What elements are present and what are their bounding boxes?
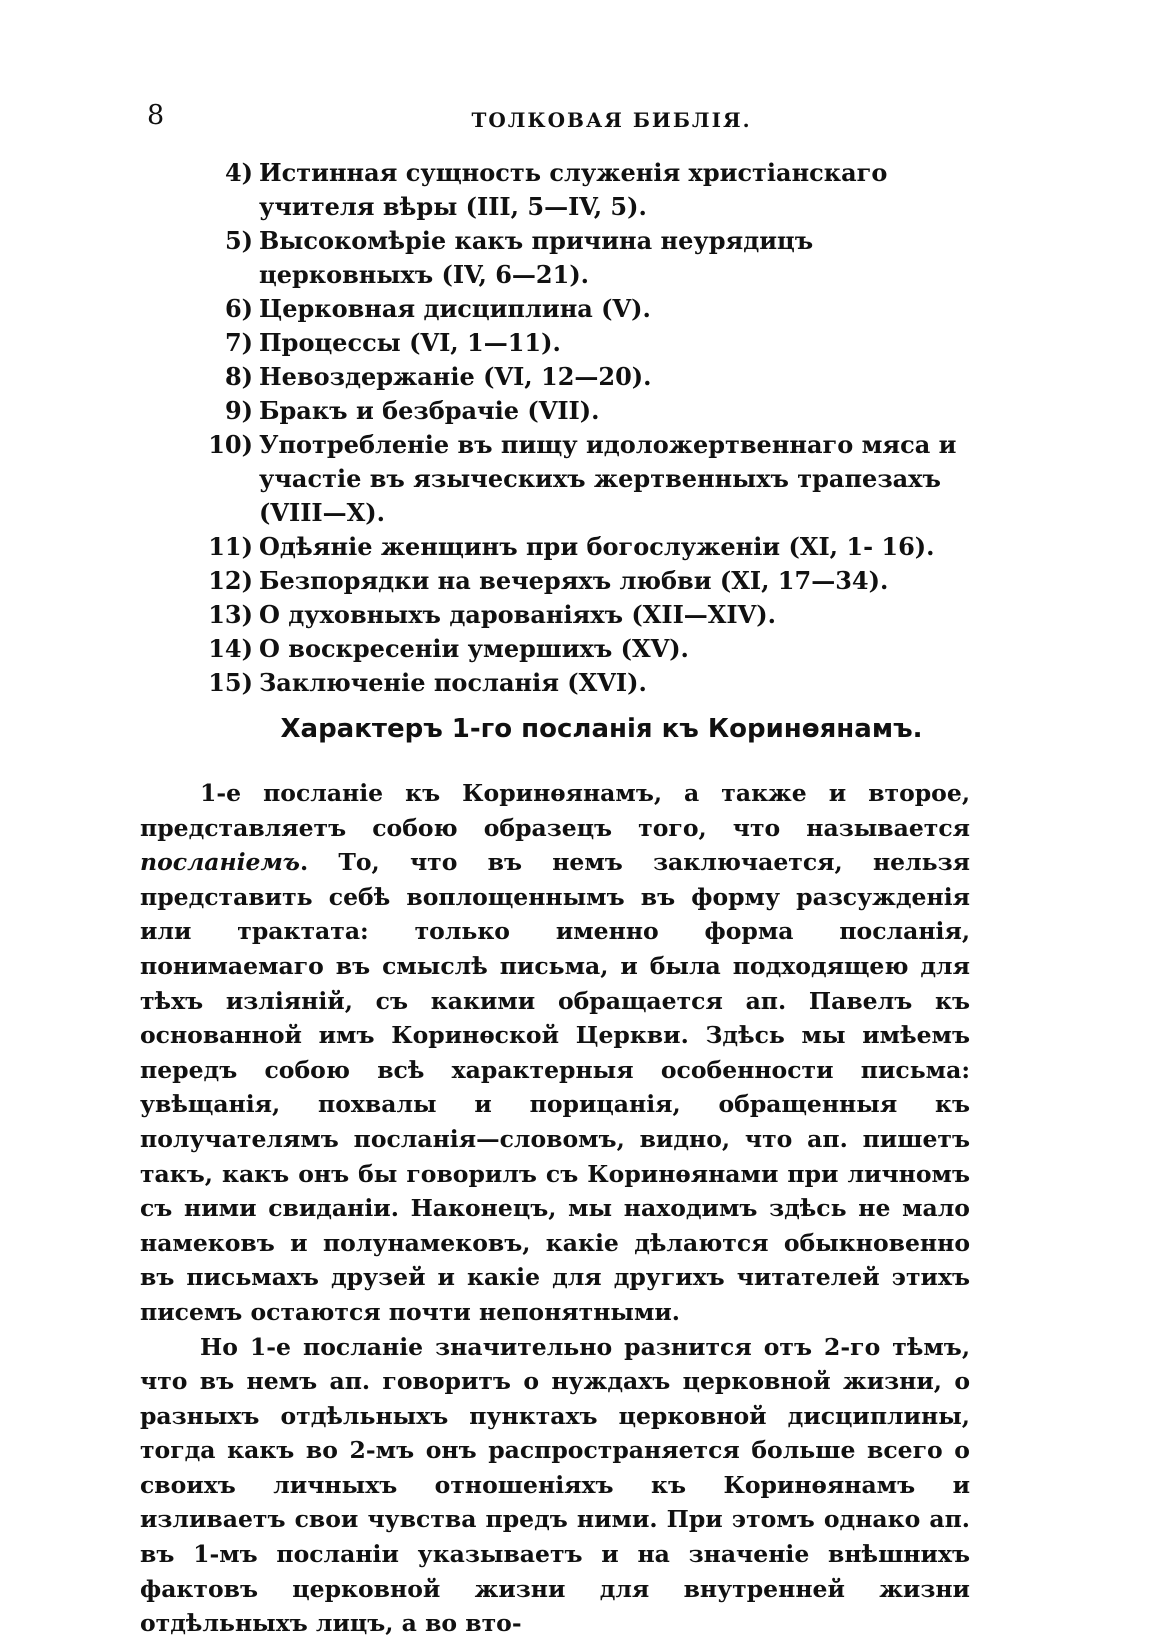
toc-item bbox=[195, 224, 975, 292]
paragraph-text: . То, что въ немъ заключается, нельзя представить себѣ воплощеннымъ въ форму разсужденія или трактата: только именно форма посланія, понимаемаго въ смыслѣ письма, и была подходящею для тѣхъ изліяній, съ какими обращается ап. Павелъ къ основанной имъ Коринѳской Церкви. Здѣсь мы имѣемъ передъ собою всѣ характерныя особенности письма: увѣщанія, похвалы и порицанія, обращенныя къ получателямъ посланія—словомъ, видно, что ап. пишетъ такъ, какъ онъ бы говорилъ съ Коринѳянами при личномъ съ ними свиданіи. Наконецъ, мы находимъ здѣсь не мало намековъ и полунамековъ, какіе дѣлаются обыкновенно въ письмахъ друзей и какіе для другихъ читателей этихъ писемъ остаются почти непонятными. bbox=[140, 848, 970, 1326]
toc-item bbox=[195, 156, 975, 224]
toc-item-number: 9) bbox=[224, 396, 253, 425]
toc-item bbox=[195, 598, 975, 632]
toc-item bbox=[195, 530, 975, 564]
toc-item bbox=[195, 292, 975, 326]
toc-item-text: Процессы (VI, 1—11). bbox=[259, 328, 561, 357]
toc-item-number: 13) bbox=[208, 600, 253, 629]
toc-item bbox=[195, 666, 975, 700]
running-title: ТОЛКОВАЯ БИБЛІЯ. bbox=[471, 108, 752, 132]
toc-item bbox=[195, 428, 975, 530]
paragraph bbox=[140, 776, 970, 1330]
toc-item-text: Невоздержаніе (VI, 12—20). bbox=[259, 362, 652, 391]
toc-item-number: 15) bbox=[208, 668, 253, 697]
table-of-contents bbox=[195, 156, 975, 700]
page-number: 8 bbox=[147, 100, 165, 131]
toc-item bbox=[195, 326, 975, 360]
toc-item-text: Заключеніе посланія (XVI). bbox=[259, 668, 647, 697]
toc-item-text: Церковная дисциплина (V). bbox=[259, 294, 651, 323]
toc-item-number: 5) bbox=[224, 226, 253, 255]
toc-item-number: 10) bbox=[208, 430, 253, 459]
toc-item-number: 12) bbox=[208, 566, 253, 595]
toc-item-text: Высокомѣріе какъ причина неурядицъ церковныхъ (IV, 6—21). bbox=[259, 226, 814, 289]
paragraph-text: Но 1-е посланіе значительно разнится отъ 2-го тѣмъ, что въ немъ ап. говоритъ о нуждахъ церковной жизни, о разныхъ отдѣльныхъ пунктахъ церковной дисциплины, тогда какъ во 2-мъ онъ распространяется больше всего о своихъ личныхъ отношеніяхъ къ Коринѳянамъ и изливаетъ свои чувства предъ ними. При этомъ однако ап. въ 1-мъ посланіи указываетъ и на значеніе внѣшнихъ фактовъ церковной жизни для внутренней жизни отдѣльныхъ лицъ, а во вто- bbox=[140, 1332, 970, 1638]
toc-item-number: 11) bbox=[208, 532, 253, 561]
toc-item-text: Бракъ и безбрачіе (VII). bbox=[259, 396, 600, 425]
toc-item-number: 6) bbox=[224, 294, 253, 323]
section-heading: Характеръ 1-го посланія къ Коринѳянамъ. bbox=[280, 714, 923, 744]
toc-item-text: О духовныхъ дарованіяхъ (XII—XIV). bbox=[259, 600, 776, 629]
toc-item-number: 7) bbox=[224, 328, 253, 357]
paragraph bbox=[140, 1330, 970, 1641]
toc-item-text: Употребленіе въ пищу идоложертвеннаго мяса и участіе въ языческихъ жертвенныхъ трапезахъ (VIII—X). bbox=[259, 430, 957, 527]
toc-item-text: Безпорядки на вечеряхъ любви (XI, 17—34). bbox=[259, 566, 889, 595]
toc-item bbox=[195, 632, 975, 666]
toc-item-number: 14) bbox=[208, 634, 253, 663]
toc-item-text: Одѣяніе женщинъ при богослуженіи (XI, 1- 16). bbox=[259, 532, 935, 561]
toc-item bbox=[195, 564, 975, 598]
emphasized-text: посланіемъ bbox=[140, 848, 300, 877]
toc-item bbox=[195, 360, 975, 394]
toc-item-number: 4) bbox=[224, 158, 253, 187]
toc-item-number: 8) bbox=[224, 362, 253, 391]
body-text bbox=[140, 776, 970, 1641]
toc-item bbox=[195, 394, 975, 428]
toc-item-text: О воскресеніи умершихъ (XV). bbox=[259, 634, 689, 663]
toc-item-text: Истинная сущность служенія христіанскаго учителя вѣры (III, 5—IV, 5). bbox=[259, 158, 888, 221]
paragraph-text: 1-е посланіе къ Коринѳянамъ, а также и второе, представляетъ собою образецъ того, что называется bbox=[140, 779, 970, 842]
